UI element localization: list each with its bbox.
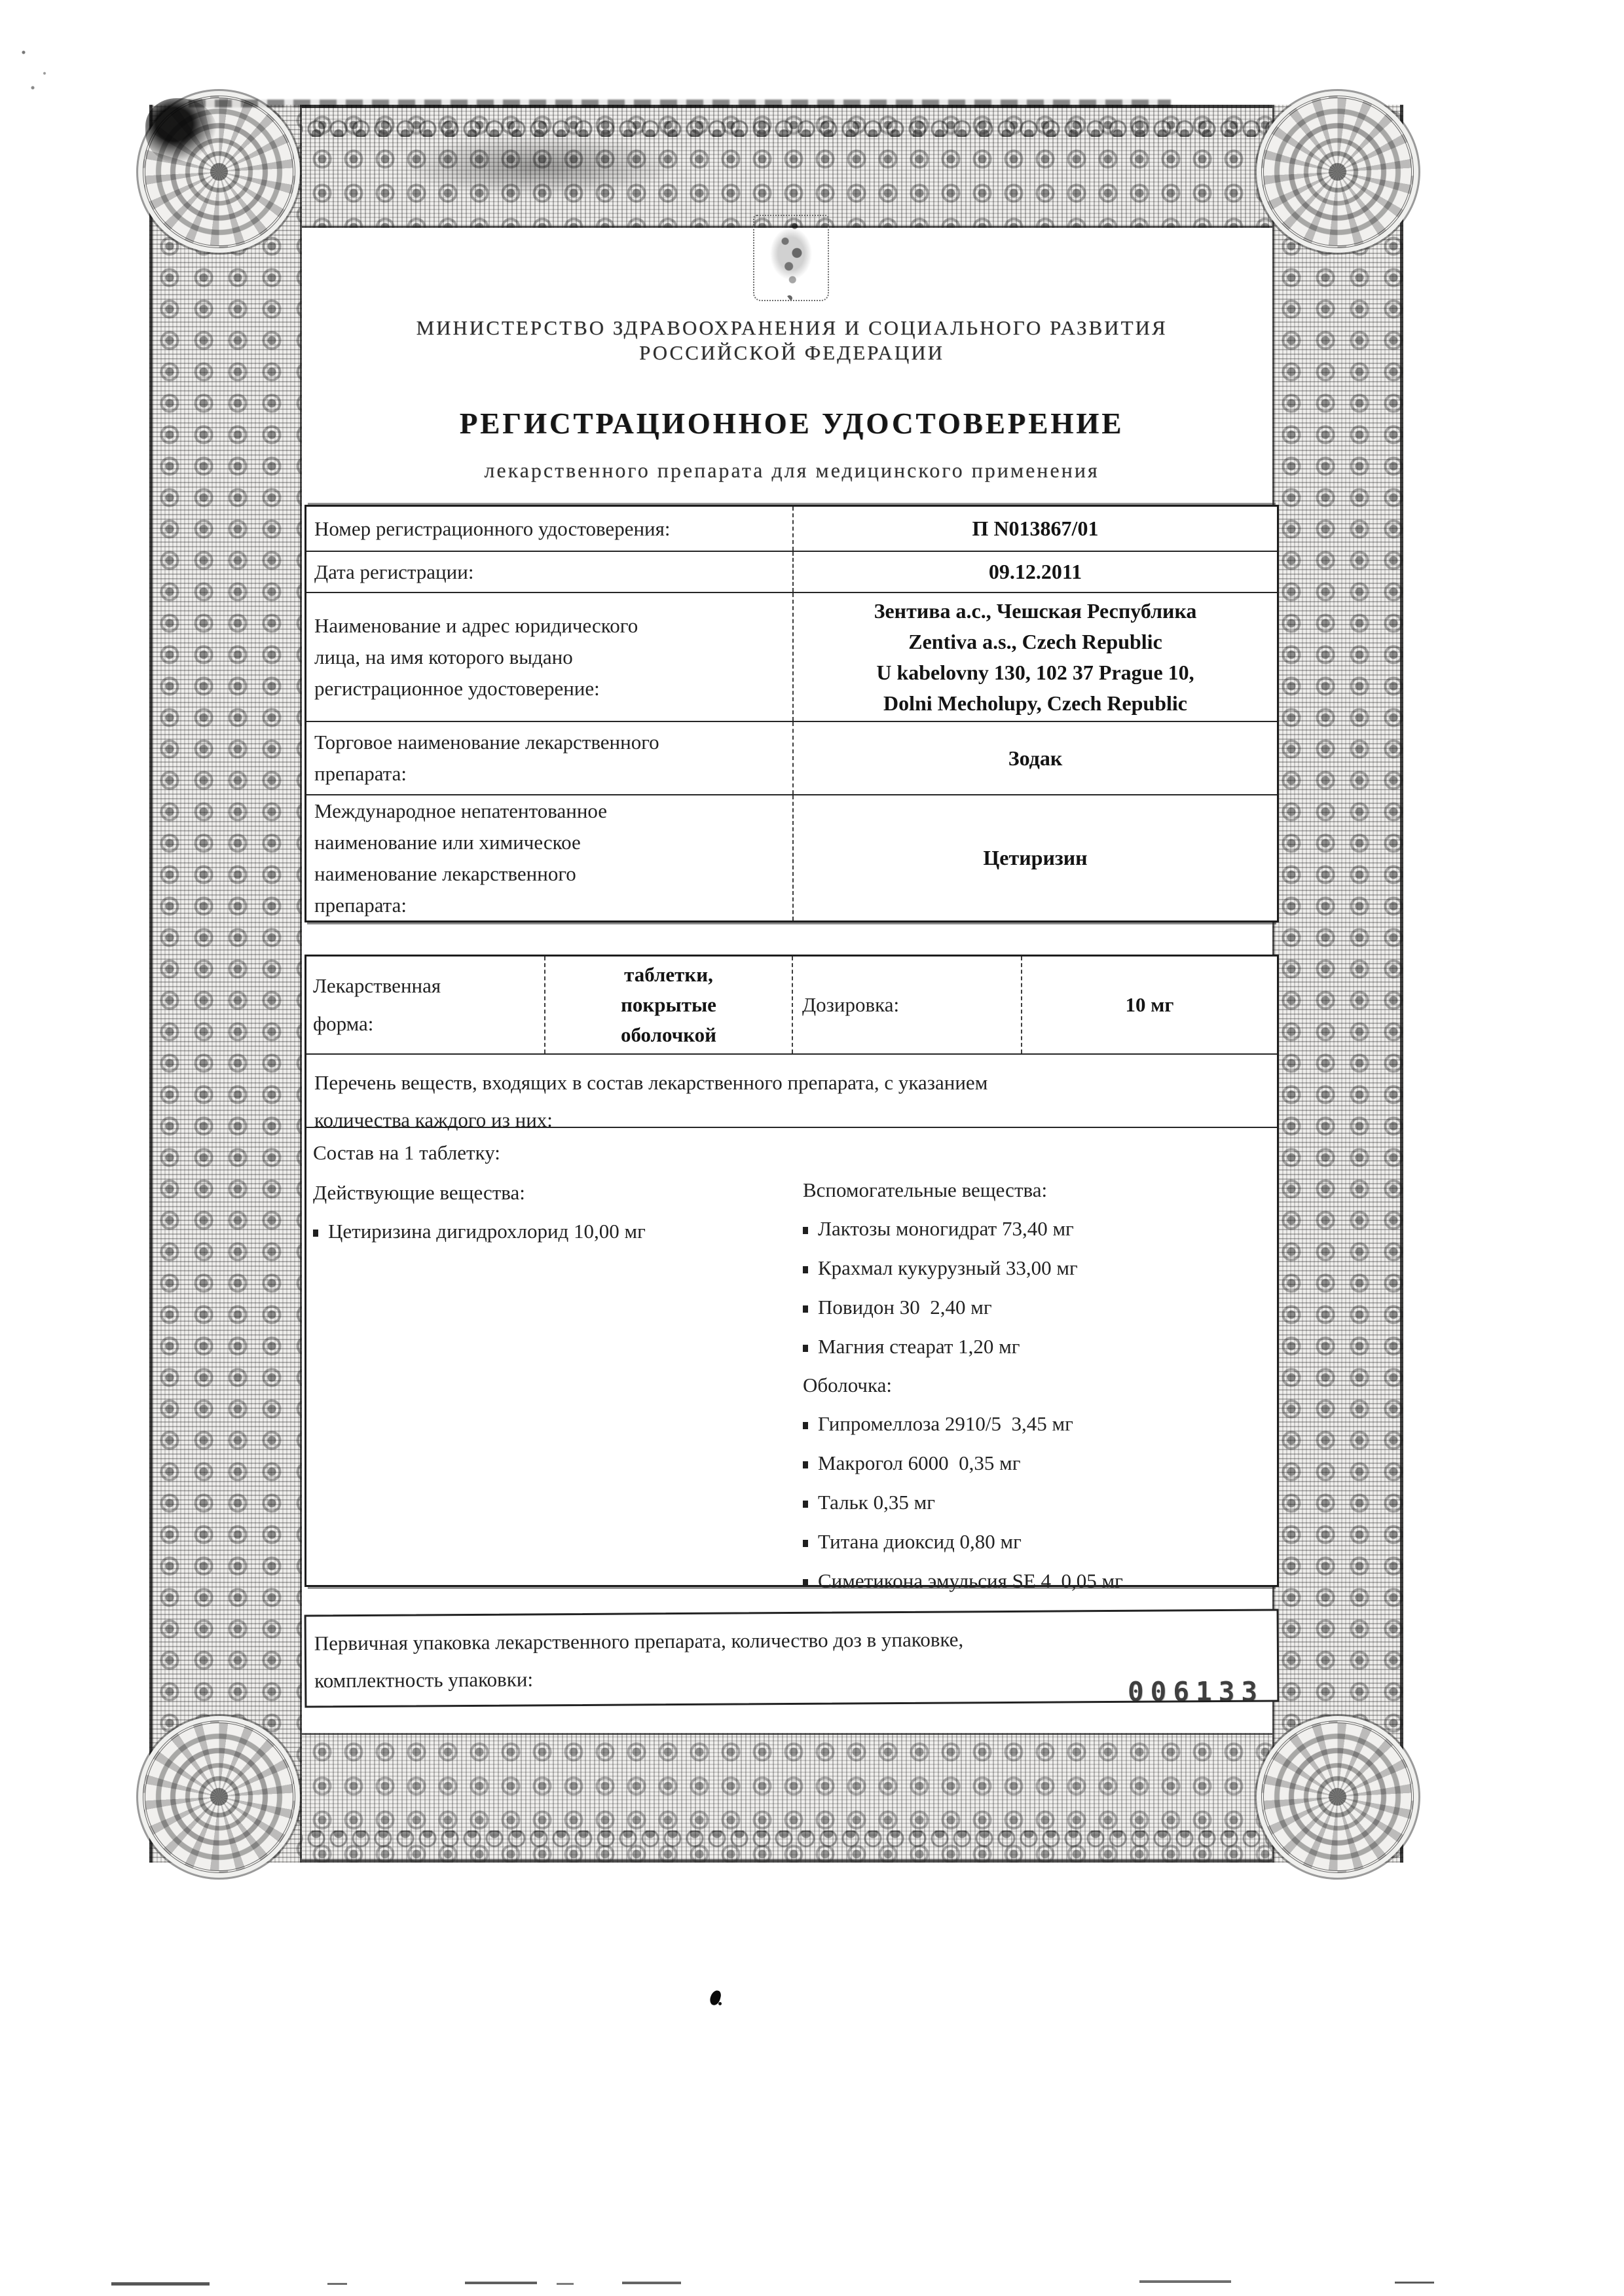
packaging-text-line: комплектность упаковки: <box>314 1667 534 1692</box>
auxiliary-substance-text: Повидон 30 2,40 мг <box>818 1296 992 1319</box>
label-line: Дата регистрации: <box>314 560 474 583</box>
holder-address-line: Dolni Mecholupy, Czech Republic <box>883 691 1187 715</box>
bullet-icon <box>803 1501 808 1508</box>
label-line: Номер регистрационного удостоверения: <box>314 517 671 540</box>
certificate-title: РЕГИСТРАЦИОННОЕ УДОСТОВЕРЕНИЕ <box>459 407 1124 440</box>
row-value <box>792 593 1277 721</box>
bullet-icon <box>803 1305 808 1313</box>
row-label <box>306 722 792 794</box>
label-line: Торговое наименование лекарственного <box>314 731 659 754</box>
label-line: Международное непатентованное <box>314 799 608 822</box>
table-row-trade-name <box>306 721 1277 794</box>
table-row-reg-number <box>306 507 1277 551</box>
dosage-value-cell <box>1021 957 1277 1053</box>
substances-heading <box>306 1053 1277 1131</box>
bullet-icon <box>803 1266 808 1273</box>
corner-rosette-bottom-right <box>1261 1721 1414 1873</box>
label-line: лица, на имя которого выдано <box>314 645 573 668</box>
auxiliary-substances-column <box>803 1171 1272 1601</box>
certificate-subtitle: лекарственного препарата для медицинского применения <box>484 458 1099 482</box>
auxiliary-substances-heading: Вспомогательные вещества: <box>803 1178 1048 1201</box>
ministry-name-line2: РОССИЙСКОЙ ФЕДЕРАЦИИ <box>639 341 944 364</box>
label-line: наименование лекарственного <box>314 862 576 885</box>
composition-title: Состав на 1 таблетку: <box>313 1141 500 1164</box>
label-line: Наименование и адрес юридического <box>314 613 638 637</box>
label-line: регистрационное удостоверение: <box>314 676 600 700</box>
value-line: 09.12.2011 <box>988 560 1082 583</box>
value-line: оболочкой <box>620 1023 717 1046</box>
coating-item-text: Макрогол 6000 0,35 мг <box>818 1451 1021 1474</box>
russian-coat-of-arms-emblem <box>753 215 829 301</box>
coating-item-text: Титана диоксид 0,80 мг <box>818 1530 1022 1553</box>
scan-specks <box>18 46 64 105</box>
table-row-reg-date <box>306 551 1277 592</box>
auxiliary-substance-item <box>803 1248 1272 1288</box>
coating-item <box>803 1404 1272 1444</box>
auxiliary-substance-item <box>803 1327 1272 1366</box>
border-band-right <box>1272 105 1403 1863</box>
label-line: форма: <box>313 1012 374 1035</box>
active-substance-text: Цетиризина дигидрохлорид 10,00 мг <box>328 1220 646 1243</box>
scan-streak <box>189 100 1171 107</box>
label-line: Дозировка: <box>802 993 900 1016</box>
bullet-icon <box>803 1540 808 1547</box>
value-line: таблетки, <box>624 963 713 986</box>
active-substance-item <box>313 1212 791 1251</box>
auxiliary-substance-text: Крахмал кукурузный 33,00 мг <box>818 1256 1078 1279</box>
border-band-left <box>149 105 302 1863</box>
table-row-inn <box>306 794 1277 920</box>
holder-address-line: U kabelovny 130, 102 37 Prague 10, <box>876 660 1194 684</box>
border-band-top <box>149 105 1403 228</box>
label-line: препарата: <box>314 762 407 785</box>
bullet-icon <box>803 1422 808 1429</box>
row-value <box>792 552 1277 592</box>
trade-name-value <box>792 722 1277 794</box>
row-label <box>306 552 792 592</box>
auxiliary-substance-item <box>803 1288 1272 1327</box>
bullet-icon <box>803 1579 808 1586</box>
scan-noise <box>98 2277 1539 2286</box>
dosage-label-cell <box>792 957 1021 1053</box>
coating-item-text: Тальк 0,35 мг <box>818 1491 935 1514</box>
corner-rosette-top-right <box>1261 96 1414 248</box>
form-dosage-row <box>306 957 1277 1053</box>
value-line: покрытые <box>621 993 716 1016</box>
active-substances-heading: Действующие вещества: <box>313 1181 525 1204</box>
form-table <box>304 955 1279 1592</box>
border-band-bottom <box>149 1733 1403 1863</box>
auxiliary-substance-item <box>803 1209 1272 1248</box>
coating-heading: Оболочка: <box>803 1374 892 1396</box>
packaging-text-line: Первичная упаковка лекарственного препарата, количество доз в упаковке, <box>314 1628 964 1655</box>
registration-table <box>304 505 1279 922</box>
coating-item <box>803 1483 1272 1522</box>
row-label <box>306 507 792 551</box>
holder-address-line: Зентива а.с., Чешская Республика <box>874 598 1197 623</box>
row-value <box>792 507 1277 551</box>
coating-item-text: Гипромеллоза 2910/5 3,45 мг <box>818 1412 1073 1435</box>
label-line: наименование или химическое <box>314 830 581 854</box>
bullet-icon <box>803 1345 808 1352</box>
coating-item <box>803 1444 1272 1483</box>
scan-smudge <box>145 98 217 164</box>
value-line: П N013867/01 <box>972 517 1099 540</box>
bullet-icon <box>313 1230 318 1237</box>
corner-rosette-bottom-left <box>143 1721 295 1873</box>
form-value-cell <box>544 957 792 1053</box>
value-line: Зодак <box>1008 746 1063 770</box>
value-line: Цетиризин <box>983 846 1088 869</box>
row-label <box>306 795 792 920</box>
coating-item <box>803 1522 1272 1561</box>
coating-item-text: Симетикона эмульсия SE 4 0,05 мг <box>818 1569 1123 1592</box>
bullet-icon <box>803 1461 808 1468</box>
value-line: 10 мг <box>1125 993 1174 1016</box>
form-label-cell <box>306 957 544 1053</box>
substances-heading-line: количества каждого из них: <box>314 1108 553 1131</box>
holder-address-line: Zentiva a.s., Czech Republic <box>908 629 1162 653</box>
inn-value <box>792 795 1277 920</box>
serial-number: 006133 <box>1128 1676 1264 1707</box>
ink-blob <box>709 1990 722 2007</box>
auxiliary-substance-text: Магния стеарат 1,20 мг <box>818 1335 1020 1358</box>
composition-cell <box>306 1127 1277 1592</box>
scan-patch <box>398 135 680 197</box>
label-line: Лекарственная <box>313 974 441 997</box>
substances-heading-line: Перечень веществ, входящих в состав лекарственного препарата, с указанием <box>314 1071 988 1094</box>
label-line: препарата: <box>314 893 407 917</box>
row-label <box>306 593 792 721</box>
active-substances-column <box>313 1174 791 1251</box>
auxiliary-substance-text: Лактозы моногидрат 73,40 мг <box>818 1217 1074 1240</box>
table-row-holder <box>306 592 1277 721</box>
ministry-name-line1: МИНИСТЕРСТВО ЗДРАВООХРАНЕНИЯ И СОЦИАЛЬНОГО РАЗВИТИЯ <box>416 316 1168 339</box>
bullet-icon <box>803 1227 808 1234</box>
coating-item <box>803 1561 1272 1601</box>
